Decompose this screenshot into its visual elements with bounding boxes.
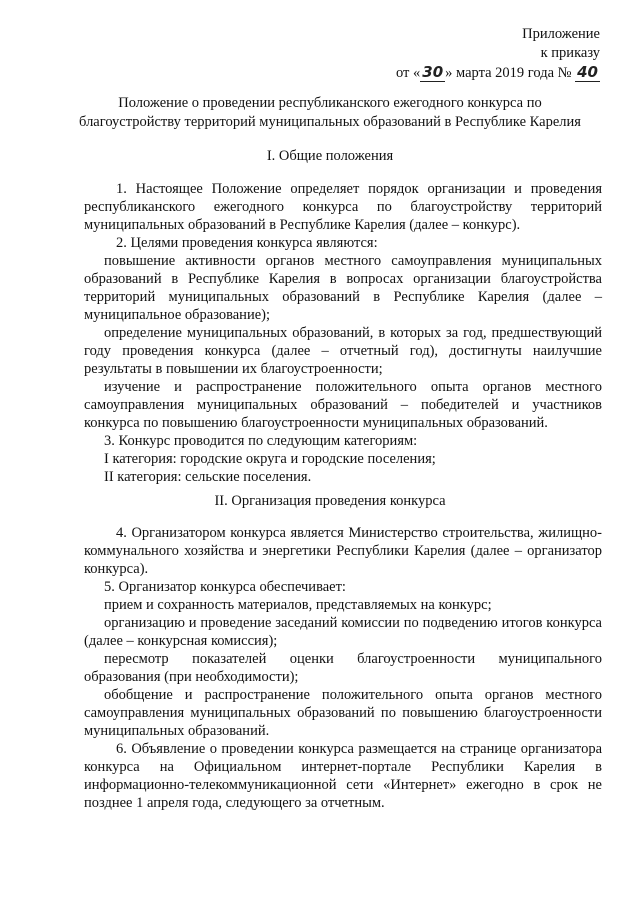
order-reference-label: к приказу xyxy=(540,45,600,61)
paragraph-2-4: организацию и проведение заседаний комиссии по подведению итогов конкурса (далее – конкурсная комиссия); xyxy=(84,615,602,649)
paragraph-1-5: изучение и распространение положительного опыта органов местного самоуправления муниципальных образований – победителей и участников конкурса по повышению благоустроенности муниципальных образований. xyxy=(84,379,602,431)
section-1-body xyxy=(84,180,602,486)
appendix-header xyxy=(396,25,600,83)
paragraph-2-6: обобщение и распространение положительного опыта органов местного самоуправления муниципальных образований по повышению благоустроенности муниципальных образований. xyxy=(84,687,602,739)
paragraph-1-3: повышение активности органов местного самоуправления муниципальных образований в Республике Карелия в вопросах организации благоустройства территорий муниципальных образований в Республике Карелия (далее – муниципальное образование); xyxy=(84,253,602,323)
order-number-handwritten: 40 xyxy=(577,63,598,81)
paragraph-2-5: пересмотр показателей оценки благоустроенности муниципального образования (при необходимости); xyxy=(84,651,602,685)
paragraph-1-4: определение муниципальных образований, в которых за год, предшествующий году проведения конкурса (далее – отчетный год), достигнуты наилучшие результаты в повышении их благоустроенности; xyxy=(84,325,602,377)
order-date-line xyxy=(396,63,600,83)
section-2-heading: II. Организация проведения конкурса xyxy=(214,493,446,509)
section-1-heading: I. Общие положения xyxy=(266,148,394,164)
section-2-body xyxy=(84,524,602,812)
appendix-label: Приложение xyxy=(522,26,600,42)
document-title xyxy=(60,94,600,132)
paragraph-2-1: 4. Организатором конкурса является Министерство строительства, жилищно-коммунального хозяйства и энергетики Республики Карелия (далее – организатор конкурса). xyxy=(84,525,602,577)
order-day-handwritten: 30 xyxy=(422,63,444,81)
order-date-prefix: от « xyxy=(396,65,421,81)
paragraph-1-7: I категория: городские округа и городские поселения; xyxy=(104,451,436,467)
paragraph-1-8: II категория: сельские поселения. xyxy=(104,469,312,485)
paragraph-1-2: 2. Целями проведения конкурса являются: xyxy=(116,235,378,251)
order-date-mid: » марта 2019 года № xyxy=(445,65,572,81)
paragraph-2-7: 6. Объявление о проведении конкурса размещается на странице организатора конкурса на Официальном интернет-портале Республики Карелия в информационно-телекоммуникационной сети «Интернет» ежегодно в срок не позднее 1 апреля года, следующего за отчетным. xyxy=(84,741,602,811)
document-title-line-2: благоустройству территорий муниципальных образований в Республике Карелия xyxy=(79,114,581,130)
paragraph-1-1: 1. Настоящее Положение определяет порядок организации и проведения республиканского ежегодного конкурса по благоустройству территорий муниципальных образований в Республике Карелия (далее – конкурс). xyxy=(84,181,602,233)
paragraph-2-3: прием и сохранность материалов, представляемых на конкурс; xyxy=(104,597,492,613)
document-title-line-1: Положение о проведении республиканского ежегодного конкурса по xyxy=(118,95,542,111)
paragraph-2-2: 5. Организатор конкурса обеспечивает: xyxy=(104,579,346,595)
paragraph-1-6: 3. Конкурс проводится по следующим категориям: xyxy=(104,433,418,449)
